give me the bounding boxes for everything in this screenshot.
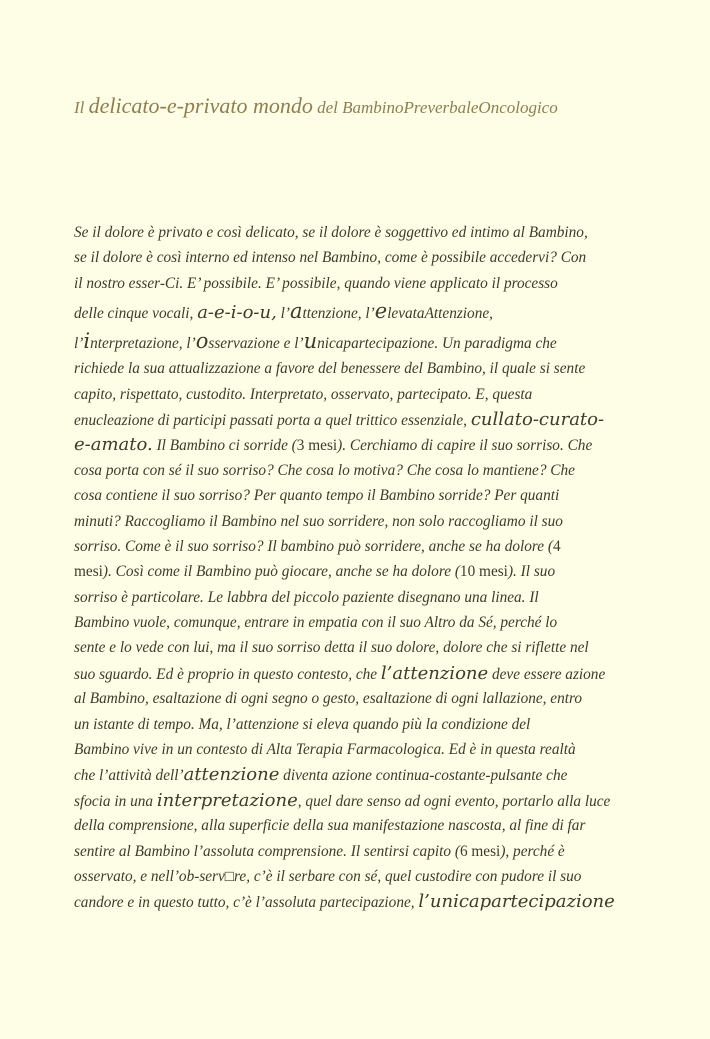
text-line <box>74 559 654 584</box>
text-line <box>74 889 654 914</box>
title-prefix: Il <box>74 98 89 117</box>
text-line <box>74 326 654 356</box>
age-label: 6 mesi <box>459 842 501 860</box>
text-line <box>74 762 654 787</box>
text-line: cosa porta con sé il suo sorriso? Che cosa lo motiva? Che cosa lo mantiene? Che <box>74 461 575 479</box>
text-run: enucleazione di participi passati porta a quel trittico essenziale, <box>74 411 471 429</box>
triptych-emphasis: cullato-curato- <box>470 408 605 430</box>
vowel-u: u <box>303 329 318 354</box>
attention-emphasis: attenzione <box>183 764 280 786</box>
text-line: osservato, e nell’ob-serv□re, c’è il serbare con sé, quel custodire con pudore il suo <box>74 867 582 885</box>
text-line: sorriso è particolare. Le labbra del piccolo paziente disegnano una linea. Il <box>74 588 539 606</box>
text-run: nterpretazione, l’ <box>90 335 196 353</box>
age-label: mesi <box>74 563 103 581</box>
body-paragraph <box>74 220 654 915</box>
text-run: sfocia in una <box>74 792 157 810</box>
text-run: ), perché è <box>500 842 565 860</box>
text-line: Bambino vuole, comunque, entrare in empatia con il suo Altro da Sé, perché lo <box>74 614 558 632</box>
title-emphasis: delicato-e-privato mondo <box>88 93 313 118</box>
text-run: Il Bambino ci sorride ( <box>152 437 297 455</box>
text-line: della comprensione, alla superficie della sua manifestazione nascosta, al fine di far <box>74 817 586 835</box>
text-run: deve essere azione <box>488 665 606 683</box>
text-run: l’ <box>74 335 84 353</box>
vowel-e: e <box>374 299 388 324</box>
text-run: che l’attività dell’ <box>74 767 184 785</box>
text-run: sentire al Bambino l’assoluta comprensione. Il sentirsi capito ( <box>74 842 460 860</box>
text-run: ). Cerchiamo di capire il suo sorriso. Che <box>337 437 593 455</box>
age-label: 3 mesi <box>296 437 338 455</box>
text-line: richiede la sua attualizzazione a favore del benessere del Bambino, il quale si sente <box>74 360 586 378</box>
text-line <box>74 296 654 326</box>
text-run: sservazione e l’ <box>208 335 304 353</box>
age-label: 4 <box>553 537 561 555</box>
text-run: l’ <box>276 305 290 323</box>
text-line: cosa contiene il suo sorriso? Per quanto tempo il Bambino sorride? Per quanti <box>74 487 560 505</box>
age-label: 10 mesi <box>459 563 508 581</box>
text-line: se il dolore è così interno ed intenso nel Bambino, come è possibile accedervi? Con <box>74 249 587 267</box>
vowels-emphasis: a-e-i-o-u, <box>197 302 277 324</box>
participation-emphasis: l’unicapartecipazione <box>418 891 615 913</box>
text-line: il nostro esser-Ci. E’ possibile. E’ possibile, quando viene applicato il processo <box>74 274 558 292</box>
triptych-emphasis: e-amato. <box>74 434 153 456</box>
vowel-i: i <box>83 329 91 354</box>
text-run: delle cinque vocali, <box>74 305 198 323</box>
text-line: Se il dolore è privato e così delicato, se il dolore è soggettivo ed intimo al Bambino, <box>74 224 588 241</box>
text-line <box>74 432 654 457</box>
text-line <box>74 534 654 559</box>
text-run: ). Il suo <box>507 563 556 581</box>
text-line <box>74 661 654 686</box>
text-line: minuti? Raccogliamo il Bambino nel suo sorridere, non solo raccogliamo il suo <box>74 512 563 530</box>
text-line: sente e lo vede con lui, ma il suo sorriso detta il suo dolore, dolore che si riflette nel <box>74 639 589 657</box>
text-run: ). Così come il Bambino può giocare, anche se ha dolore ( <box>102 563 460 581</box>
vowel-a: a <box>289 299 303 324</box>
text-run: ttenzione, l’ <box>302 305 375 323</box>
title-suffix: del BambinoPreverbaleOncologico <box>312 98 558 117</box>
text-run: suo sguardo. Ed è proprio in questo contesto, che <box>74 665 381 683</box>
interpretation-emphasis: interpretazione <box>156 789 298 811</box>
attention-emphasis: l’attenzione <box>380 662 489 684</box>
text-run: nicapartecipazione. Un paradigma che <box>317 335 557 353</box>
text-line <box>74 839 654 864</box>
text-run: diventa azione continua-costante-pulsante che <box>279 767 568 785</box>
text-run: levataAttenzione, <box>387 305 493 323</box>
text-line <box>74 407 654 432</box>
text-run: , quel dare senso ad ogni evento, portarlo alla luce <box>297 792 611 810</box>
text-line: al Bambino, esaltazione di ogni segno o gesto, esaltazione di ogni lallazione, entro <box>74 690 583 708</box>
text-run: candore e in questo tutto, c’è l’assoluta partecipazione, <box>74 894 419 912</box>
text-line <box>74 788 654 813</box>
text-line: un istante di tempo. Ma, l’attenzione si eleva quando più la condizione del <box>74 715 531 733</box>
text-run: sorriso. Come è il suo sorriso? Il bambino può sorridere, anche se ha dolore ( <box>74 537 554 555</box>
page-title <box>74 93 674 119</box>
text-line: Bambino vive in un contesto di Alta Terapia Farmacologica. Ed è in questa realtà <box>74 741 576 759</box>
vowel-o: o <box>195 329 209 354</box>
text-line: capito, rispettato, custodito. Interpretato, osservato, partecipato. E, questa <box>74 385 533 403</box>
